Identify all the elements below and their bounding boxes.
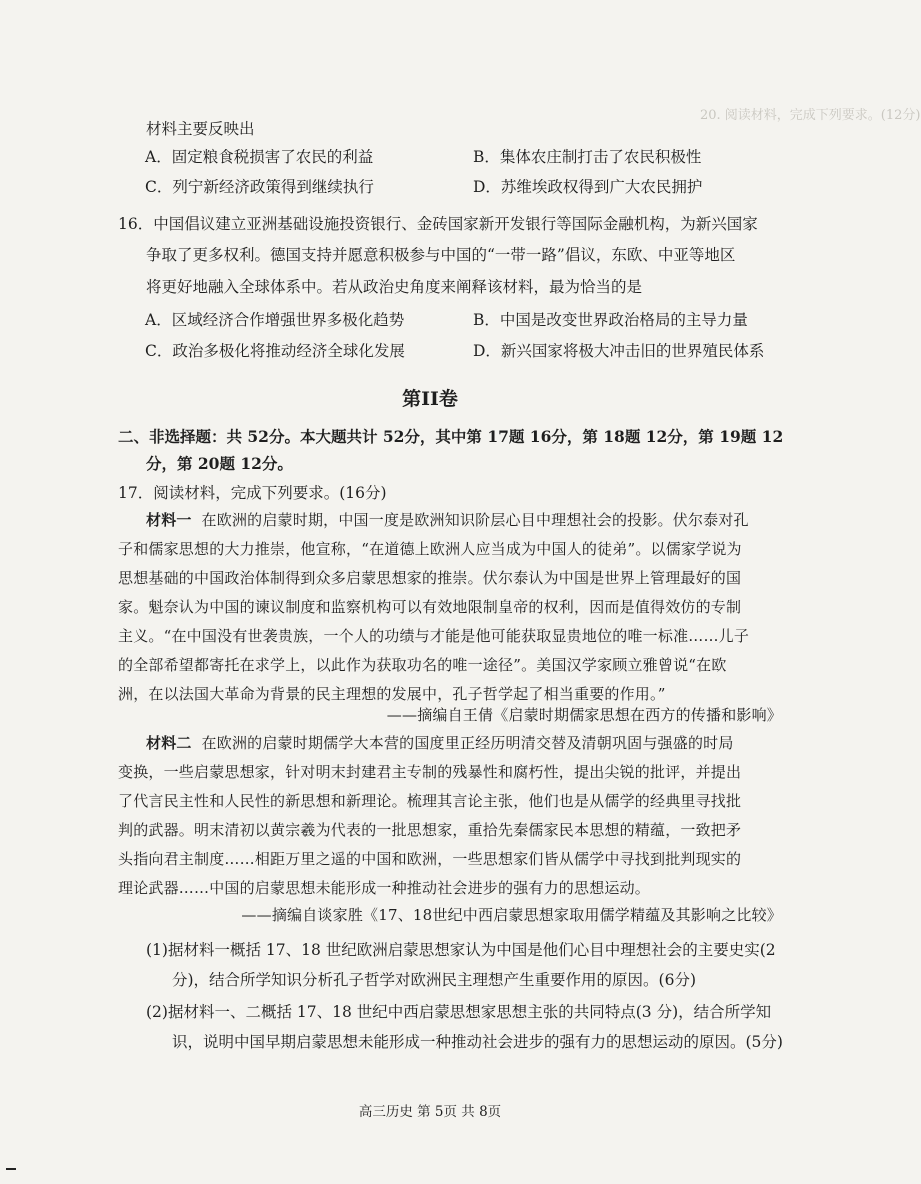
- material1-source: ——摘编自王倩《启蒙时期儒家思想在西方的传播和影响》: [386, 706, 782, 724]
- q16-stem-line: 将更好地融入全球体系中。若从政治史角度来阐释该材料，最为恰当的是: [146, 278, 643, 296]
- q16-option-d: D．新兴国家将极大冲击旧的世界殖民体系: [473, 342, 765, 360]
- q17-material1-line: 家。魁奈认为中国的谏议制度和监察机构可以有效地限制皇帝的权利，因而是值得效仿的专制: [118, 598, 742, 616]
- q17-sub1-line: 分)，结合所学知识分析孔子哲学对欧洲民主理想产生重要作用的原因。(6分): [172, 971, 697, 989]
- q16-option-a: A．区域经济合作增强世界多极化趋势: [145, 311, 405, 329]
- part2-title: 第II卷: [402, 388, 458, 410]
- q15-option-d: D．苏维埃政权得到广大农民拥护: [473, 178, 703, 196]
- bleed-through-text: 20. 阅读材料，完成下列要求。(12分): [700, 108, 921, 123]
- material1-label: 材料一: [146, 511, 192, 529]
- q17-material1-line: 洲，在以法国大革命为背景的民主理想的发展中，孔子哲学起了相当重要的作用。”: [118, 685, 666, 703]
- q17-material2-line: 理论武器……中国的启蒙思想未能形成一种推动社会进步的强有力的思想运动。: [118, 879, 651, 897]
- q17-material1-line: 材料一 在欧洲的启蒙时期，中国一度是欧洲知识阶层心目中理想社会的投影。伏尔泰对孔: [146, 511, 749, 529]
- part2-intro-line: 二、非选择题：共 52分。本大题共计 52分，其中第 17题 16分，第 18题 12分，第 19题 12: [118, 427, 784, 446]
- q17-material2-line: 了代言民主性和人民性的新思想和新理论。梳理其言论主张，他们也是从儒学的经典里寻找批: [118, 792, 742, 810]
- q15-option-a: A．固定粮食税损害了农民的利益: [145, 148, 374, 166]
- q17-header: 17．阅读材料，完成下列要求。(16分): [118, 484, 387, 502]
- q17-sub1-line: (1)据材料一概括 17、18 世纪欧洲启蒙思想家认为中国是他们心目中理想社会的主要史实(2: [146, 941, 776, 959]
- q16-stem-line: 争取了更多权利。德国支持并愿意积极参与中国的“一带一路”倡议，东欧、中亚等地区: [146, 246, 736, 264]
- q17-material2-line: 变换，一些启蒙思想家，针对明末封建君主专制的残暴性和腐朽性，提出尖锐的批评，并提出: [118, 763, 742, 781]
- q17-material1-line: 子和儒家思想的大力推崇，他宣称，“在道德上欧洲人应当成为中国人的徒弟”。以儒家学说为: [118, 540, 742, 558]
- q17-material2-line: 材料二 在欧洲的启蒙时期儒学大本营的国度里正经历明清交替及清朝巩固与强盛的时局: [146, 734, 734, 752]
- q16-option-c: C．政治多极化将推动经济全球化发展: [145, 342, 405, 360]
- page-footer: 高三历史 第 5页 共 8页: [358, 1104, 502, 1120]
- q15-stem-end: 材料主要反映出: [146, 120, 255, 138]
- q16-stem-line: 16．中国倡议建立亚洲基础设施投资银行、金砖国家新开发银行等国际金融机构，为新兴国家: [118, 215, 758, 233]
- material2-label: 材料二: [146, 734, 192, 752]
- q15-option-c: C．列宁新经济政策得到继续执行: [145, 178, 374, 196]
- q17-material1-line: 主义。“在中国没有世袭贵族，一个人的功绩与才能是他可能获取显贵地位的唯一标准……儿子: [118, 627, 750, 645]
- q16-option-b: B．中国是改变世界政治格局的主导力量: [473, 311, 748, 329]
- scan-corner-mark: [6, 1168, 16, 1170]
- q17-sub2-line: 识，说明中国早期启蒙思想未能形成一种推动社会进步的强有力的思想运动的原因。(5分): [172, 1033, 783, 1051]
- q17-material1-line: 的全部希望都寄托在求学上，以此作为获取功名的唯一途径”。美国汉学家顾立雅曾说“在欧: [118, 656, 727, 674]
- q17-material2-line: 头指向君主制度……相距万里之遥的中国和欧洲，一些思想家们皆从儒学中寻找到批判现实的: [118, 850, 742, 868]
- q17-material1-line: 思想基础的中国政治体制得到众多启蒙思想家的推崇。伏尔泰认为中国是世界上管理最好的国: [118, 569, 742, 587]
- q17-material2-line: 判的武器。明末清初以黄宗羲为代表的一批思想家，重拾先秦儒家民本思想的精蕴，一致把矛: [118, 821, 742, 839]
- q17-sub2-line: (2)据材料一、二概括 17、18 世纪中西启蒙思想家思想主张的共同特点(3 分)，结合所学知: [146, 1003, 772, 1021]
- q15-option-b: B．集体农庄制打击了农民积极性: [473, 148, 702, 166]
- material2-source: ——摘编自谈家胜《17、18世纪中西启蒙思想家取用儒学精蕴及其影响之比较》: [241, 906, 782, 924]
- part2-intro-line: 分，第 20题 12分。: [146, 454, 293, 473]
